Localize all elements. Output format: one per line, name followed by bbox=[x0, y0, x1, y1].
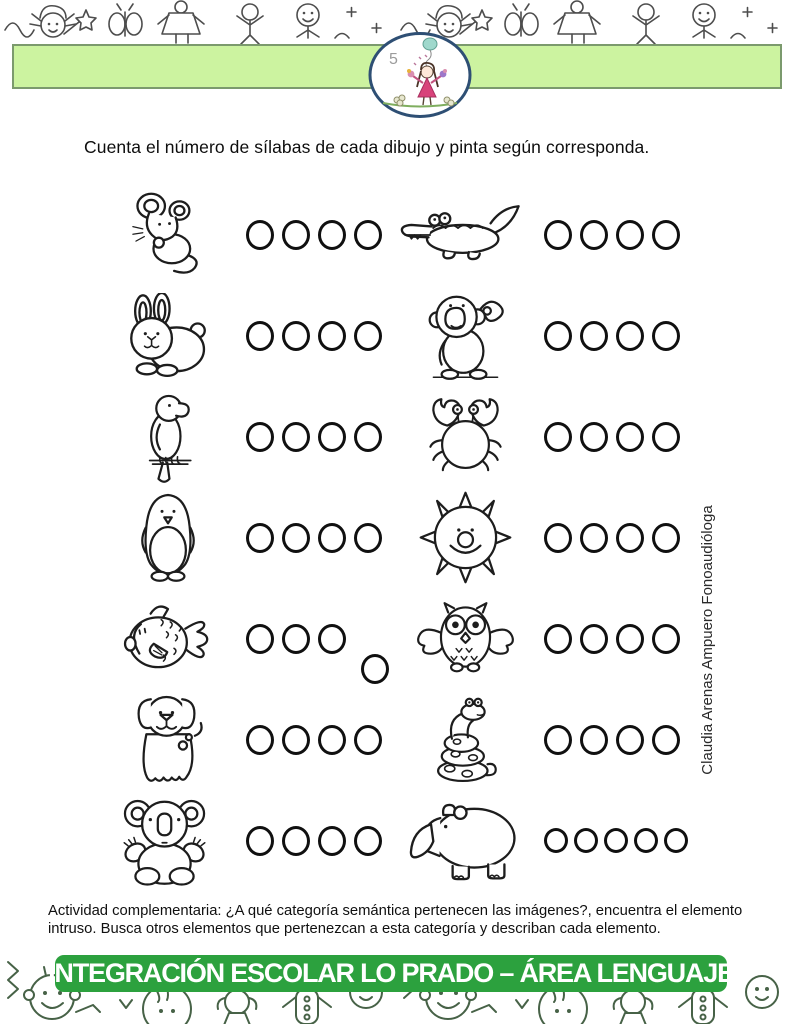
syllable-circle bbox=[318, 220, 346, 250]
syllable-circle bbox=[318, 725, 346, 755]
syllable-circle bbox=[246, 220, 274, 250]
syllable-circle bbox=[282, 624, 310, 654]
worksheet-grid bbox=[95, 184, 705, 891]
parrot-image bbox=[95, 386, 240, 487]
syllable-circles-left bbox=[246, 184, 390, 285]
syllable-circle bbox=[634, 828, 658, 853]
crocodile-image bbox=[395, 184, 535, 285]
syllable-circle bbox=[616, 624, 644, 654]
syllable-circle bbox=[544, 523, 572, 553]
owl-image bbox=[395, 588, 535, 689]
syllable-circle bbox=[616, 725, 644, 755]
syllable-circle bbox=[282, 321, 310, 351]
syllable-circle bbox=[664, 828, 688, 853]
syllable-circle bbox=[246, 826, 274, 856]
syllable-circle bbox=[580, 523, 608, 553]
syllable-circle bbox=[574, 828, 598, 853]
syllable-circles-right bbox=[544, 689, 688, 790]
syllable-circles-left bbox=[246, 386, 390, 487]
syllable-circle bbox=[544, 725, 572, 755]
worksheet-row bbox=[95, 184, 705, 285]
rabbit-image bbox=[95, 285, 240, 386]
syllable-circles-right bbox=[544, 588, 688, 689]
syllable-circles-left bbox=[246, 689, 390, 790]
syllable-circle bbox=[318, 523, 346, 553]
syllable-circle bbox=[652, 523, 680, 553]
syllable-circle bbox=[652, 422, 680, 452]
crab-image bbox=[395, 386, 535, 487]
syllable-circle bbox=[616, 523, 644, 553]
syllable-circles-left bbox=[246, 790, 390, 891]
syllable-circles-right bbox=[544, 386, 688, 487]
syllable-circle bbox=[318, 422, 346, 452]
syllable-circle bbox=[616, 321, 644, 351]
syllable-circle bbox=[616, 220, 644, 250]
syllable-circles-right bbox=[544, 487, 688, 588]
syllable-circle bbox=[282, 826, 310, 856]
syllable-circle bbox=[282, 422, 310, 452]
syllable-circle bbox=[354, 422, 382, 452]
syllable-circle bbox=[361, 654, 389, 684]
rhino-image bbox=[395, 790, 535, 891]
syllable-circle bbox=[246, 422, 274, 452]
footer-banner: INTEGRACIÓN ESCOLAR LO PRADO – ÁREA LENGUAJE bbox=[55, 955, 727, 992]
fish-image bbox=[95, 588, 240, 689]
syllable-circle bbox=[580, 220, 608, 250]
syllable-circle bbox=[318, 624, 346, 654]
page-number: 5 bbox=[389, 51, 398, 68]
worksheet-row bbox=[95, 487, 705, 588]
worksheet-row bbox=[95, 285, 705, 386]
syllable-circle bbox=[652, 321, 680, 351]
snake-image bbox=[395, 689, 535, 790]
syllable-circle bbox=[580, 624, 608, 654]
page-number-badge bbox=[367, 31, 473, 120]
syllable-circle bbox=[354, 220, 382, 250]
syllable-circles-right bbox=[544, 285, 688, 386]
koala-image bbox=[95, 790, 240, 891]
syllable-circle bbox=[246, 725, 274, 755]
syllable-circle bbox=[652, 220, 680, 250]
worksheet-row bbox=[95, 790, 705, 891]
syllable-circle bbox=[282, 725, 310, 755]
syllable-circle bbox=[544, 624, 572, 654]
syllable-circles-left bbox=[246, 588, 397, 689]
syllable-circles-right bbox=[544, 184, 688, 285]
worksheet-row bbox=[95, 689, 705, 790]
syllable-circle bbox=[282, 523, 310, 553]
syllable-circle bbox=[580, 321, 608, 351]
worksheet-row bbox=[95, 588, 705, 689]
credit-text: Claudia Arenas Ampuero Fonoaudióloga bbox=[699, 505, 716, 775]
syllable-circle bbox=[354, 523, 382, 553]
syllable-circle bbox=[544, 321, 572, 351]
syllable-circle bbox=[354, 826, 382, 856]
syllable-circles-left bbox=[246, 487, 390, 588]
syllable-circle bbox=[282, 220, 310, 250]
syllable-circle bbox=[604, 828, 628, 853]
syllable-circle bbox=[616, 422, 644, 452]
page-title: Cuenta el número de sílabas de cada dibujo y pinta según corresponda. bbox=[84, 137, 650, 157]
syllable-circle bbox=[354, 321, 382, 351]
syllable-circle bbox=[544, 220, 572, 250]
syllable-circle bbox=[580, 422, 608, 452]
syllable-circle bbox=[246, 523, 274, 553]
syllable-circles-left bbox=[246, 285, 390, 386]
mouse-image bbox=[95, 184, 240, 285]
worksheet-row bbox=[95, 386, 705, 487]
syllable-circle bbox=[318, 321, 346, 351]
syllable-circle bbox=[246, 624, 274, 654]
syllable-circle bbox=[544, 828, 568, 853]
syllable-circle bbox=[318, 826, 346, 856]
syllable-circle bbox=[354, 725, 382, 755]
syllable-circle bbox=[246, 321, 274, 351]
syllable-circle bbox=[652, 725, 680, 755]
monkey-image bbox=[395, 285, 535, 386]
dog-image bbox=[95, 689, 240, 790]
syllable-circles-right bbox=[544, 790, 694, 891]
syllable-circle bbox=[580, 725, 608, 755]
syllable-circle bbox=[652, 624, 680, 654]
footer-note: Actividad complementaria: ¿A qué categoría semántica pertenecen las imágenes?, encuentra el elemento intruso. Busca otros elementos que pertenezcan a esta categoría y describan cada elemento. bbox=[48, 903, 743, 938]
fairy-girl-illustration bbox=[367, 31, 473, 120]
syllable-circle bbox=[544, 422, 572, 452]
penguin-image bbox=[95, 487, 240, 588]
sun-image bbox=[395, 487, 535, 588]
